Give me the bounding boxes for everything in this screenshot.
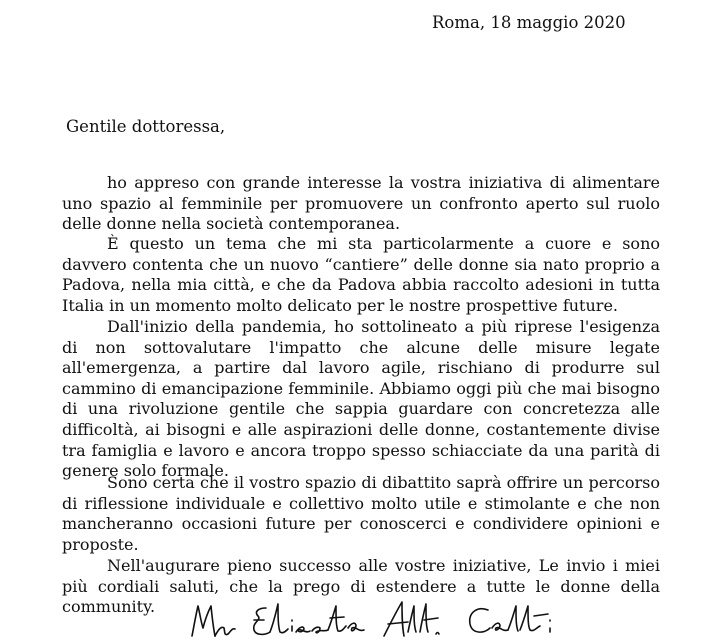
paragraph-line: Dall'inizio della pandemia, ho sottolineato a più riprese l'esigenza xyxy=(107,317,660,336)
paragraph-line: di riflessione individuale e collettivo molto utile e stimolante e che non xyxy=(62,493,660,513)
letter-date: Roma, 18 maggio 2020 xyxy=(432,13,626,32)
paragraph-1 xyxy=(62,173,660,235)
paragraph-line: community. xyxy=(62,597,156,617)
paragraph-line: È questo un tema che mi sta particolarmente a cuore e sono xyxy=(107,234,660,253)
paragraph-line: genere solo formale. xyxy=(62,461,229,481)
paragraph-line: all'emergenza, a partire dal lavoro agile, rischiano di produrre sul xyxy=(62,358,660,378)
paragraph-line: tra famiglia e lavoro e ancora troppo spesso schiacciate da una parità di xyxy=(62,440,660,460)
paragraph-line: ho appreso con grande interesse la vostra iniziativa di alimentare xyxy=(107,173,660,192)
paragraph-line: difficoltà, ai bisogni e alle aspirazioni delle donne, costantemente divise xyxy=(62,419,660,439)
paragraph-line: uno spazio al femminile per promuovere un confronto aperto sul ruolo xyxy=(62,193,660,213)
handwritten-signature xyxy=(188,598,568,640)
paragraph-4 xyxy=(62,473,660,555)
letter-greeting: Gentile dottoressa, xyxy=(66,117,226,136)
paragraph-line: Nell'augurare pieno successo alle vostre iniziative, Le invio i miei xyxy=(107,556,660,575)
paragraph-line: Italia in un momento molto delicato per le nostre prospettive future. xyxy=(62,295,618,315)
paragraph-line: più cordiali saluti, che la prego di estendere a tutte le donne della xyxy=(62,576,660,596)
paragraph-line: davvero contenta che un nuovo “cantiere” delle donne sia nato proprio a xyxy=(62,254,660,274)
paragraph-line: cammino di emancipazione femminile. Abbiamo oggi più che mai bisogno xyxy=(62,378,660,398)
paragraph-line: Padova, nella mia città, e che da Padova abbia raccolto adesioni in tutta xyxy=(62,275,660,295)
paragraph-2 xyxy=(62,234,660,316)
paragraph-line: di una rivoluzione gentile che sappia guardare con concretezza alle xyxy=(62,399,660,419)
paragraph-line: mancheranno occasioni future per conoscerci e condividere opinioni e xyxy=(62,514,660,534)
paragraph-line: Sono certa che il vostro spazio di dibattito saprà offrire un percorso xyxy=(107,473,660,492)
paragraph-line: di non sottovalutare l'impatto che alcune delle misure legate xyxy=(62,337,660,357)
paragraph-line: proposte. xyxy=(62,534,139,554)
paragraph-line: delle donne nella società contemporanea. xyxy=(62,214,401,234)
paragraph-3 xyxy=(62,317,660,482)
